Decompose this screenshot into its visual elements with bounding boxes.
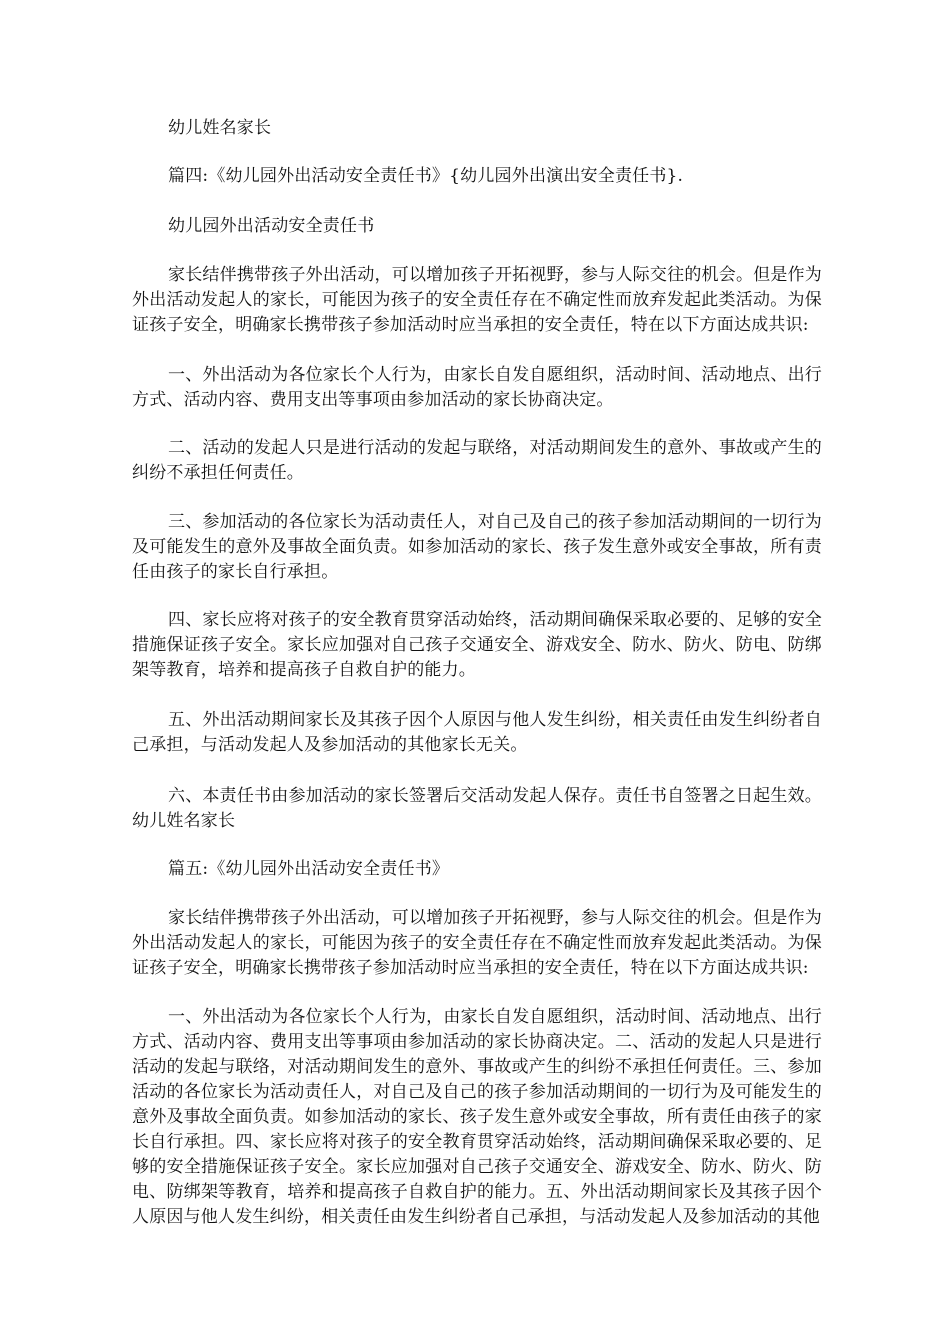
chapter-five-heading: 篇五:《幼儿园外出活动安全责任书》 [168,859,450,879]
chapter-four-heading: 篇四:《幼儿园外出活动安全责任书》{幼儿园外出演出安全责任书}. [168,166,684,186]
parent-name-line: 幼儿姓名家长 [168,118,272,138]
intro-paragraph: 家长结伴携带孩子外出活动，可以增加孩子开拓视野，参与人际交往的机会。但是作为外出活动发起人的家长，可能因为孩子的安全责任存在不确定性而放弃发起此类活动。为保证孩子安全，明确家长携带孩子参加活动时应当承担的安全责任，特在以下方面达成共识: [132,265,822,335]
clause-two: 二、活动的发起人只是进行活动的发起与联络，对活动期间发生的意外、事故或产生的纠纷不承担任何责任。 [132,438,822,483]
clause-five: 五、外出活动期间家长及其孩子因个人原因与他人发生纠纷，相关责任由发生纠纷者自己承担，与活动发起人及参加活动的其他家长无关。 [132,710,822,755]
clause-four: 四、家长应将对孩子的安全教育贯穿活动始终，活动期间确保采取必要的、足够的安全措施保证孩子安全。家长应加强对自己孩子交通安全、游戏安全、防水、防火、防电、防绑架等教育，培养和提高孩子自救自护的能力。 [132,610,822,680]
document-title: 幼儿园外出活动安全责任书 [168,216,375,236]
chapter-five-intro-paragraph: 家长结伴携带孩子外出活动，可以增加孩子开拓视野，参与人际交往的机会。但是作为外出活动发起人的家长，可能因为孩子的安全责任存在不确定性而放弃发起此类活动。为保证孩子安全，明确家长携带孩子参加活动时应当承担的安全责任，特在以下方面达成共识: [132,908,822,978]
chapter-five-clauses-paragraph: 一、外出活动为各位家长个人行为，由家长自发自愿组织，活动时间、活动地点、出行方式、活动内容、费用支出等事项由参加活动的家长协商决定。二、活动的发起人只是进行活动的发起与联络，对活动期间发生的意外、事故或产生的纠纷不承担任何责任。三、参加活动的各位家长为活动责任人，对自己及自己的孩子参加活动期间的一切行为及可能发生的意外及事故全面负责。如参加活动的家长、孩子发生意外或安全事故，所有责任由孩子的家长自行承担。四、家长应将对孩子的安全教育贯穿活动始终，活动期间确保采取必要的、足够的安全措施保证孩子安全。家长应加强对自己孩子交通安全、游戏安全、防水、防火、防电、防绑架等教育，培养和提高孩子自救自护的能力。五、外出活动期间家长及其孩子因个人原因与他人发生纠纷，相关责任由发生纠纷者自己承担，与活动发起人及参加活动的其他 [132,1007,822,1227]
clause-three: 三、参加活动的各位家长为活动责任人，对自己及自己的孩子参加活动期间的一切行为及可能发生的意外及事故全面负责。如参加活动的家长、孩子发生意外或安全事故，所有责任由孩子的家长自行承担。 [132,512,822,582]
clause-six: 六、本责任书由参加活动的家长签署后交活动发起人保存。责任书自签署之日起生效。幼儿姓名家长 [132,786,822,831]
clause-one: 一、外出活动为各位家长个人行为，由家长自发自愿组织，活动时间、活动地点、出行方式、活动内容、费用支出等事项由参加活动的家长协商决定。 [132,365,822,410]
